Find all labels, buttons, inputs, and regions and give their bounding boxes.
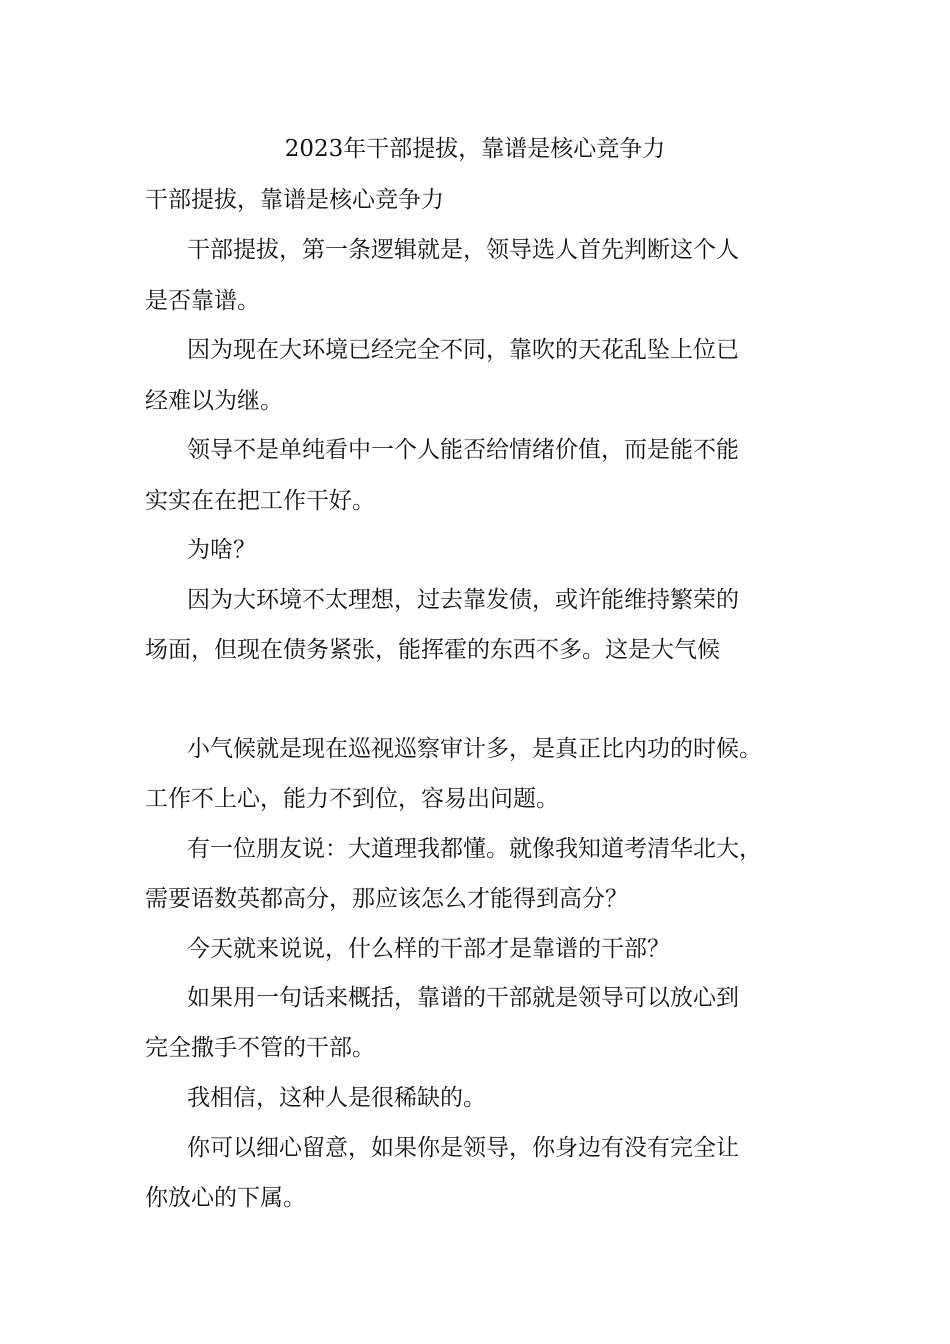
paragraph-line: 实实在在把工作干好。: [145, 488, 375, 514]
paragraph-line: 因为大环境不太理想，过去靠发债，或许能维持繁荣的: [187, 587, 739, 613]
paragraph-line: 干部提拔，第一条逻辑就是，领导选人首先判断这个人: [187, 237, 739, 263]
paragraph-line: 工作不上心，能力不到位，容易出问题。: [145, 786, 559, 812]
paragraph-line: 场面，但现在债务紧张，能挥霍的东西不多。这是大气候: [145, 637, 720, 663]
paragraph-line: 是否靠谱。: [145, 288, 260, 314]
paragraph-line: 领导不是单纯看中一个人能否给情绪价值，而是能不能: [187, 437, 739, 463]
paragraph-line: 今天就来说说，什么样的干部才是靠谱的干部？: [187, 936, 670, 962]
document-title: 2023年干部提拔，靠谱是核心竞争力: [284, 136, 666, 162]
paragraph-line: 因为现在大环境已经完全不同，靠吹的天花乱坠上位已: [187, 337, 739, 363]
paragraph-line: 经难以为继。: [145, 388, 283, 414]
paragraph-line: 你放心的下属。: [145, 1185, 306, 1211]
paragraph-line: 完全撒手不管的干部。: [145, 1035, 375, 1061]
paragraph-line: 我相信，这种人是很稀缺的。: [187, 1085, 486, 1111]
document-subtitle: 干部提拔，靠谱是核心竞争力: [145, 187, 444, 213]
paragraph-line: 如果用一句话来概括，靠谱的干部就是领导可以放心到: [187, 985, 739, 1011]
paragraph-line: 为啥？: [187, 537, 256, 563]
paragraph-line: 有一位朋友说：大道理我都懂。就像我知道考清华北大，: [187, 836, 762, 862]
paragraph-line: 小气候就是现在巡视巡察审计多，是真正比内功的时候。: [187, 736, 762, 762]
paragraph-line: 你可以细心留意，如果你是领导，你身边有没有完全让: [187, 1135, 739, 1161]
paragraph-line: 需要语数英都高分，那应该怎么才能得到高分？: [145, 886, 628, 912]
